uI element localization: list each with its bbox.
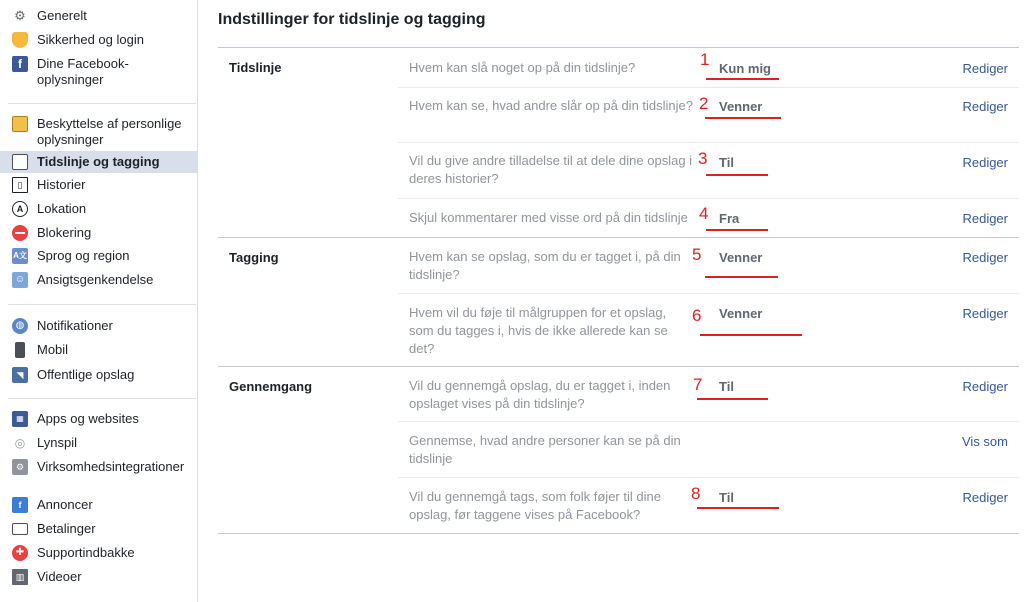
annotation-number: 4 [699,204,709,223]
block-icon [12,225,28,241]
page-title: Indstillinger for tidslinje og tagging [218,11,486,28]
sidebar-item-offentlige[interactable] [0,367,197,387]
business-icon: ⚙ [12,459,28,475]
lock-icon [12,116,28,132]
sidebar-item-label: Sikkerhed og login [37,32,144,47]
timeline-icon [12,154,28,170]
edit-link[interactable]: Rediger [962,61,1008,76]
support-icon: ✚ [12,545,28,561]
annotation-number: 1 [700,50,710,69]
sidebar-item-privacy[interactable] [0,116,197,150]
section-divider [218,366,1019,367]
annotation-number: 6 [692,306,702,325]
language-icon: A文 [12,248,28,264]
section-label-tagging: Tagging [229,250,279,265]
row-divider [398,198,1019,199]
setting-value: Venner [719,250,763,265]
row-divider [398,87,1019,88]
setting-value: Venner [719,99,763,114]
sidebar-item-facebook-info[interactable] [0,56,197,90]
gamepad-icon: ◎ [14,436,26,450]
row-divider [398,477,1019,478]
globe-icon: ◍ [12,318,28,334]
setting-question: Hvem kan slå noget op på din tidslinje? [409,60,636,75]
sidebar-item-label: Virksomhedsintegrationer [37,459,185,474]
sidebar-item-label: Lynspil [37,435,77,450]
sidebar-item-label: Sprog og region [37,248,130,263]
edit-link[interactable]: Rediger [962,490,1008,505]
section-divider [218,47,1019,48]
annotation-number: 7 [693,375,703,394]
setting-value: Til [719,155,734,170]
shield-icon [12,32,28,48]
annotation-number: 5 [692,245,702,264]
sidebar-item-label: Apps og websites [37,411,139,426]
sidebar-item-mobil[interactable] [0,342,197,362]
edit-link[interactable]: Rediger [962,155,1008,170]
annotation-underline [706,229,768,231]
sidebar-item-virksomhed[interactable] [0,459,197,493]
apps-icon: ▦ [12,411,28,427]
sidebar-item-sikkerhed[interactable] [0,32,197,52]
sidebar-item-label: Offentlige opslag [37,367,135,382]
row-divider [398,293,1019,294]
edit-link[interactable]: Rediger [962,306,1008,321]
sidebar-item-historier[interactable] [0,177,197,197]
sidebar-item-label: Notifikationer [37,318,113,333]
annotation-underline [706,78,779,80]
sidebar-item-label: Generelt [37,8,87,23]
sidebar-item-lynspil[interactable] [0,435,197,455]
sidebar-divider [8,304,196,305]
mobile-icon [15,342,25,358]
sidebar-item-annoncer[interactable] [0,497,197,517]
sidebar-item-label: Mobil [37,342,69,357]
annotation-underline [700,334,802,336]
sidebar-item-tidslinje[interactable] [0,151,197,173]
setting-question: Vil du give andre tilladelse til at dele dine opslag i deres historier? [409,153,693,186]
annotation-underline [705,276,778,278]
row-divider [398,142,1019,143]
setting-value: Til [719,379,734,394]
sidebar-item-support[interactable] [0,545,197,565]
setting-question: Hvem kan se opslag, som du er tagget i, på din tidslinje? [409,249,681,282]
sidebar-item-label: Historier [37,177,86,192]
sidebar-item-label: Annoncer [37,497,93,512]
setting-question: Vil du gennemgå tags, som folk føjer til dine opslag, før taggene vises på Facebook? [409,489,661,522]
setting-question: Skjul kommentarer med visse ord på din tidslinje [409,210,688,225]
edit-link[interactable]: Rediger [962,379,1008,394]
sidebar-item-betalinger[interactable] [0,521,197,541]
sidebar-divider [8,103,196,104]
section-divider [218,237,1019,238]
sidebar-item-apps[interactable] [0,411,197,431]
annotation-underline [705,117,781,119]
sidebar-item-label: Dine Facebook-oplysninger [37,56,129,87]
section-label-gennemgang: Gennemgang [229,379,313,394]
sidebar-item-videoer[interactable] [0,569,197,589]
face-icon: ☺ [12,272,28,288]
sidebar-item-label: Betalinger [37,521,96,536]
ads-icon: f [12,497,28,513]
sidebar-item-sprog[interactable] [0,248,197,268]
annotation-number: 2 [699,94,709,113]
section-divider [218,533,1019,534]
gear-icon: ⚙ [14,8,26,23]
sidebar-divider [8,398,196,399]
location-icon: A [12,201,28,217]
video-icon: ▥ [12,569,28,585]
sidebar-item-lokation[interactable] [0,201,197,221]
sidebar-item-blokering[interactable] [0,225,197,245]
sidebar-item-label: Videoer [37,569,82,584]
card-icon [12,523,28,535]
sidebar-item-label: Lokation [37,201,87,216]
annotation-number: 8 [691,484,701,503]
setting-value: Kun mig [719,61,771,76]
edit-link[interactable]: Rediger [962,250,1008,265]
section-label-tidslinje: Tidslinje [229,60,282,75]
book-icon: ▯ [12,177,28,193]
annotation-underline [697,398,768,400]
facebook-icon: f [12,56,28,72]
view-as-link[interactable]: Vis som [962,434,1008,449]
sidebar-item-label: Ansigtsgenkendelse [37,272,154,287]
annotation-number: 3 [698,149,708,168]
edit-link[interactable]: Rediger [962,211,1008,226]
annotation-underline [697,507,779,509]
setting-question: Hvem kan se, hvad andre slår op på din tidslinje? [409,98,693,113]
sidebar-item-generelt[interactable] [0,8,197,28]
annotation-underline [706,174,768,176]
setting-value: Til [719,490,734,505]
setting-value: Venner [719,306,763,321]
rss-icon: ◥ [12,367,28,383]
edit-link[interactable]: Rediger [962,99,1008,114]
sidebar-item-label: Beskyttelse af personlige oplysninger [37,116,182,147]
setting-value: Fra [719,211,740,226]
sidebar-item-label: Tidslinje og tagging [37,154,160,169]
row-divider [398,421,1019,422]
sidebar-item-label: Supportindbakke [37,545,135,560]
sidebar-item-ansigt[interactable] [0,272,197,292]
sidebar-item-notifikationer[interactable] [0,318,197,338]
setting-question: Hvem vil du føje til målgruppen for et opslag, som du tagges i, hvis de ikke allerede kan se det? [409,305,668,356]
setting-question: Vil du gennemgå opslag, du er tagget i, inden opslaget vises på din tidslinje? [409,378,671,411]
settings-sidebar [0,0,198,602]
setting-question: Gennemse, hvad andre personer kan se på din tidslinje [409,433,681,466]
sidebar-item-label: Blokering [37,225,92,240]
